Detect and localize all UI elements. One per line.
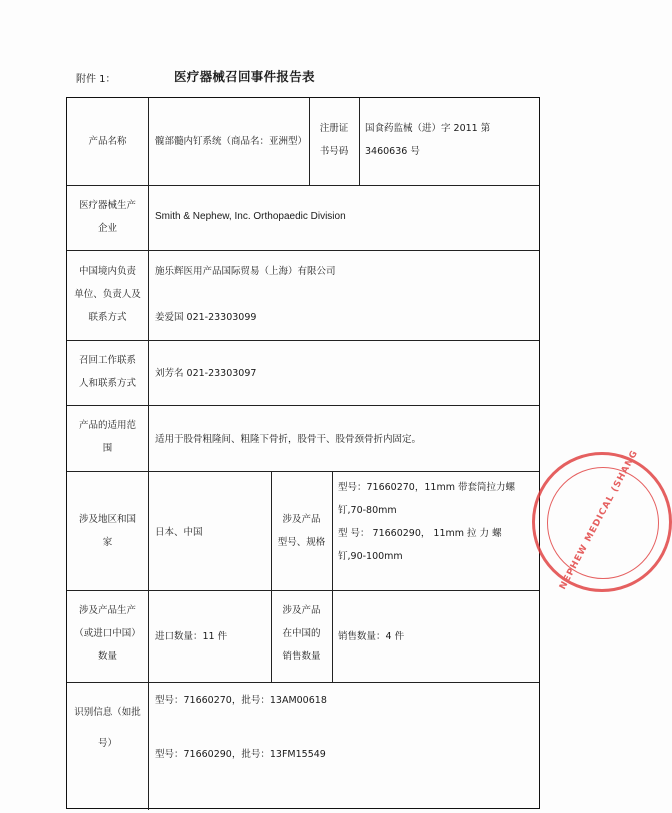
models-line: 钉,90-100mm: [338, 551, 403, 562]
region-label-line: 涉及地区和国: [78, 514, 136, 525]
company-seal-stamp: [532, 448, 672, 592]
recall-contact-value: 刘芳名 021-23303097: [155, 368, 257, 379]
row-divider: [67, 682, 539, 683]
sales-qty-label-line: 销售数量: [282, 651, 321, 662]
china-agent-value: [155, 260, 336, 329]
china-agent-label-line: 联系方式: [88, 312, 127, 323]
reg-cert-value: [365, 117, 490, 163]
china-agent-label-line: 单位、负责人及: [74, 289, 141, 300]
recall-report-table: [66, 97, 540, 809]
recall-contact-label: [67, 349, 148, 395]
models-line: 钉,70-80mm: [338, 505, 397, 516]
row-divider: [67, 590, 539, 591]
sales-qty-value: 销售数量：4 件: [338, 631, 405, 642]
manufacturer-value: Smith & Nephew, Inc. Orthopaedic Division: [155, 211, 346, 222]
col-divider: [359, 98, 360, 185]
china-agent-contact: 姜爱国 021-23303099: [155, 312, 257, 323]
models-label-line: 涉及产品: [282, 514, 321, 525]
sales-qty-label: [271, 599, 332, 668]
china-agent-company: 施乐辉医用产品国际贸易（上海）有限公司: [155, 266, 336, 277]
scope-label-line: 产品的适用范: [78, 420, 136, 431]
batch-label: [67, 701, 148, 755]
attachment-label: 附件 1：: [76, 74, 116, 85]
china-agent-label: [67, 260, 148, 329]
region-label-line: 家: [102, 537, 113, 548]
sales-qty-label-line: 在中国的: [282, 628, 321, 639]
reg-cert-line: 国食药监械（进）字 2011 第: [365, 123, 491, 134]
china-agent-label-line: 中国境内负责: [78, 266, 136, 277]
recall-contact-label-line: 召回工作联系: [78, 355, 136, 366]
production-qty-label: [67, 599, 148, 668]
scope-label-line: 围: [102, 443, 113, 454]
models-line: 型号：71660270，11mm 带套筒拉力螺: [338, 482, 515, 493]
batch-label-line: 号）: [97, 738, 117, 749]
manufacturer-label-line: 企业: [97, 223, 117, 234]
batch-entry: 型号：71660290，批号：13FM15549: [155, 749, 326, 760]
row-divider: [67, 405, 539, 406]
sales-qty-label-line: 涉及产品: [282, 605, 321, 616]
manufacturer-label-line: 医疗器械生产: [78, 200, 136, 211]
region-label: [67, 508, 148, 554]
reg-cert-line: 3460636 号: [365, 146, 420, 157]
row-divider: [67, 471, 539, 472]
row-divider: [67, 340, 539, 341]
reg-cert-label-line: 注册证: [319, 123, 349, 134]
models-line: 型 号： 71660290， 11mm 拉 力 螺: [338, 528, 502, 539]
scope-label: [67, 414, 148, 460]
scope-value: 适用于股骨粗隆间、粗隆下骨折，股骨干、股骨颈骨折内固定。: [155, 434, 422, 445]
col-divider: [148, 98, 149, 810]
reg-cert-label-line: 书号码: [319, 146, 349, 157]
batch-label-line: 识别信息（如批: [74, 707, 141, 718]
production-qty-label-line: 涉及产品生产: [78, 605, 136, 616]
col-divider: [332, 471, 333, 682]
product-name-value: 髋部髓内钉系统（商品名：亚洲型）: [155, 136, 308, 147]
row-divider: [67, 250, 539, 251]
row-divider: [67, 185, 539, 186]
page-title: 医疗器械召回事件报告表: [174, 69, 315, 84]
batch-value: [155, 689, 327, 766]
regions-value: 日本、中国: [155, 527, 203, 538]
production-qty-label-line: 数量: [97, 651, 117, 662]
reg-cert-label: [309, 117, 359, 163]
seal-text: NEPHEW MEDICAL (SHANG: [558, 448, 641, 592]
manufacturer-label: [67, 194, 148, 240]
models-value: [338, 476, 515, 568]
production-qty-label-line: （或进口中国）: [74, 628, 141, 639]
models-label: [271, 508, 332, 554]
recall-contact-label-line: 人和联系方式: [78, 378, 136, 389]
import-qty-value: 进口数量：11 件: [155, 631, 228, 642]
batch-entry: 型号：71660270，批号：13AM00618: [155, 695, 327, 706]
product-name-label: 产品名称: [88, 136, 127, 147]
models-label-line: 型号、规格: [277, 537, 326, 548]
